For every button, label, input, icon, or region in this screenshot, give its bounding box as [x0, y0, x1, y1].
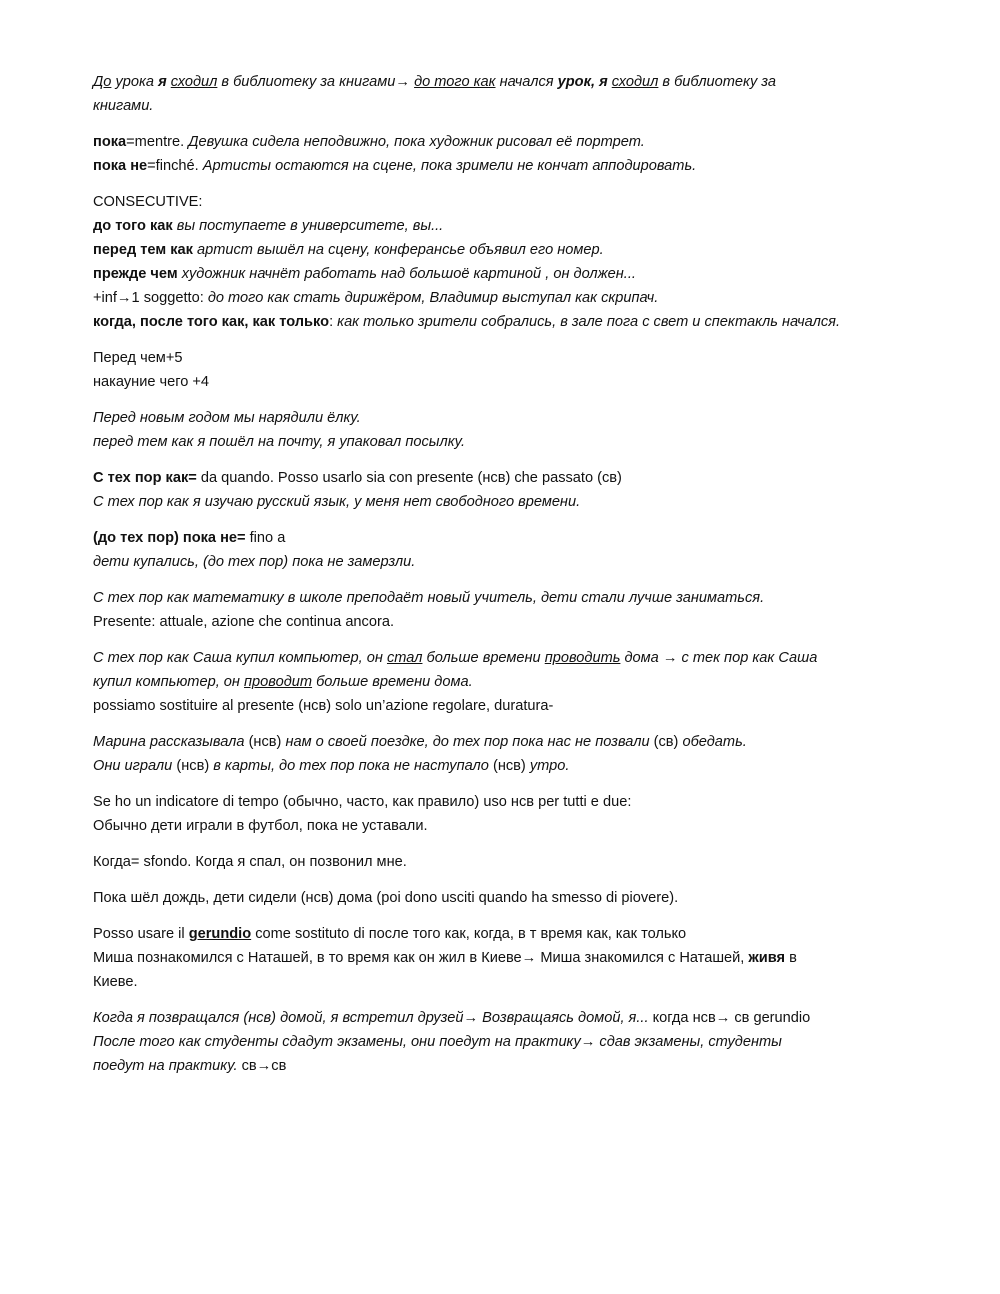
text-run: вы поступаете в университете, вы...: [172, 218, 444, 234]
text-run: как только зрители собрались, в зале пога с свет и спектакль начался.: [337, 314, 840, 330]
text-line: [93, 346, 933, 370]
paragraph-pered-chem: [93, 346, 933, 394]
text-run: Перед чем+5: [93, 350, 183, 366]
text-line: [93, 190, 933, 214]
text-run: da quando. Posso usarlo sia con presente (нсв) che passato (св): [196, 470, 622, 486]
text-line: [93, 238, 933, 262]
text-run: →: [463, 1010, 479, 1026]
paragraph-consecutive: [93, 190, 933, 334]
text-run: сходил: [170, 74, 218, 90]
text-run: Se ho un indicatore di tempo (обычно, часто, как правило) uso нсв per tutti e due:: [93, 794, 632, 810]
text-run: прежде чем: [93, 266, 178, 282]
text-run: :: [329, 314, 338, 330]
text-line: [93, 646, 933, 670]
text-run: дома: [620, 650, 663, 666]
text-run: когда нсв→ св gerundio: [648, 1010, 811, 1026]
paragraph-presente-attuale: [93, 586, 933, 634]
text-line: [93, 814, 933, 838]
text-run: сдав экзамены, студенты: [595, 1034, 782, 1050]
document-page: [93, 70, 933, 1090]
text-line: [93, 526, 933, 550]
text-run: (св): [649, 734, 683, 750]
text-run: с тек пор как Саша: [677, 650, 818, 666]
text-run: Марина рассказывала: [93, 734, 245, 750]
text-run: в библиотеку за книгами: [217, 74, 396, 90]
text-line: [93, 694, 933, 718]
text-run: Presente: attuale, azione che continua ancora.: [93, 614, 394, 630]
text-line: [93, 130, 933, 154]
paragraph-poka-dozhd: [93, 886, 933, 910]
text-run: когда, после того как, как только: [93, 314, 330, 330]
text-run: Обычно дети играли в футбол, пока не уставали.: [93, 818, 428, 834]
text-run: (нсв): [488, 758, 530, 774]
text-run: до того как стать дирижёром, Владимир выступал как скрипач.: [207, 290, 659, 306]
text-run: (до тех пор) пока не=: [93, 530, 246, 546]
text-run: С тех пор как Саша купил компьютер, он: [93, 650, 387, 666]
text-run: Киеве.: [93, 974, 138, 990]
text-line: [93, 970, 933, 994]
text-run: gerundio: [188, 926, 252, 942]
text-run: С тех пор как я изучаю русский язык, у меня нет свободного времени.: [93, 494, 581, 510]
text-run: =finché.: [147, 158, 203, 174]
text-run: стал: [386, 650, 423, 666]
paragraph-s-teh-por: [93, 466, 933, 514]
text-run: книгами.: [93, 98, 154, 114]
text-run: →: [580, 1034, 596, 1050]
text-line: [93, 370, 933, 394]
paragraph-pered-examples: [93, 406, 933, 454]
text-line: [93, 790, 933, 814]
text-run: Когда= sfondo. Когда я спал, он позвонил мне.: [93, 854, 407, 870]
text-run: С тех пор как=: [93, 470, 197, 486]
text-run: урок, я: [557, 74, 608, 90]
text-run: в библиотеку за: [658, 74, 777, 90]
text-run: CONSECUTIVE:: [93, 194, 203, 210]
text-run: обедать.: [682, 734, 747, 750]
text-run: До: [93, 74, 112, 90]
paragraph-do-teh-por: [93, 526, 933, 574]
text-line: [93, 310, 933, 334]
text-run: Артисты остаются на сцене, пока зримели не кончат апподировать.: [202, 158, 697, 174]
text-run: я: [158, 74, 167, 90]
text-run: →: [662, 650, 678, 666]
text-run: possiamo sostituire al presente (нсв) solo un’azione regolare, duratura-: [93, 698, 554, 714]
text-run: до того как: [93, 218, 173, 234]
text-line: [93, 286, 933, 310]
text-run: художник начнёт работать над большоё картиной , он должен...: [177, 266, 636, 282]
paragraph-intro-do: [93, 70, 933, 118]
text-run: Пока шёл дождь, дети сидели (нсв) дома (poi dono usciti quando ha smesso di piovere).: [93, 890, 679, 906]
text-line: [93, 850, 933, 874]
text-run: больше времени дома.: [312, 674, 473, 690]
text-run: св→св: [237, 1058, 287, 1074]
text-run: (нсв): [172, 758, 214, 774]
text-run: накауние чего +4: [93, 374, 210, 390]
text-run: Posso usare il: [93, 926, 189, 942]
text-run: После того как студенты сдадут экзамены, они поедут на практику: [93, 1034, 581, 1050]
text-line: [93, 70, 933, 94]
text-line: [93, 1030, 933, 1054]
text-run: =mentre.: [126, 134, 189, 150]
text-line: [93, 430, 933, 454]
text-line: [93, 730, 933, 754]
text-line: [93, 670, 933, 694]
text-run: Миша познакомился с Наташей, в то время как он жил в Киеве→ Миша знакомился с Наташей,: [93, 950, 749, 966]
text-run: нам о своей поездке, до тех пор пока нас не позвали: [285, 734, 650, 750]
text-run: в карты, до тех пор пока не наступало: [213, 758, 489, 774]
text-run: больше времени: [422, 650, 545, 666]
text-run: сходил: [611, 74, 659, 90]
text-run: до того как: [414, 74, 496, 90]
text-line: [93, 922, 933, 946]
text-run: проводить: [544, 650, 621, 666]
text-run: Когда я позвращался (нсв) домой, я встретил друзей: [93, 1010, 464, 1026]
text-line: [93, 262, 933, 286]
text-run: Они играли: [93, 758, 173, 774]
paragraph-sasha-computer: [93, 646, 933, 718]
text-run: начался: [495, 74, 558, 90]
text-run: проводит: [244, 674, 313, 690]
text-run: Возвращаясь домой, я...: [478, 1010, 649, 1026]
text-run: (нсв): [244, 734, 286, 750]
text-line: [93, 754, 933, 778]
text-line: [93, 586, 933, 610]
text-line: [93, 490, 933, 514]
paragraph-vozvrashchayas: [93, 1006, 933, 1078]
paragraph-poka-mentre: [93, 130, 933, 178]
text-line: [93, 550, 933, 574]
text-line: [93, 214, 933, 238]
paragraph-gerundio: [93, 922, 933, 994]
text-line: [93, 1006, 933, 1030]
text-run: come sostituto di после того как, когда, в т время как, как только: [251, 926, 687, 942]
text-run: +inf→1 soggetto:: [93, 290, 208, 306]
text-run: утро.: [529, 758, 570, 774]
paragraph-indicatore: [93, 790, 933, 838]
paragraph-marina: [93, 730, 933, 778]
paragraph-kogda-sfondo: [93, 850, 933, 874]
text-line: [93, 94, 933, 118]
text-run: пока: [93, 134, 127, 150]
text-run: живя: [748, 950, 786, 966]
text-run: Девушка сидела неподвижно, пока художник рисовал её портрет.: [188, 134, 645, 150]
text-line: [93, 886, 933, 910]
text-line: [93, 1054, 933, 1078]
text-line: [93, 154, 933, 178]
text-run: С тех пор как математику в школе преподаёт новый учитель, дети стали лучше заниматься.: [93, 590, 765, 606]
text-line: [93, 610, 933, 634]
text-run: перед тем как: [93, 242, 193, 258]
text-run: перед тем как я пошёл на почту, я упаковал посылку.: [93, 434, 465, 450]
text-run: урока: [111, 74, 159, 90]
text-line: [93, 406, 933, 430]
text-run: купил компьютер, он: [93, 674, 245, 690]
text-run: пока не: [93, 158, 148, 174]
text-run: артист вышёл на сцену, конферансье объявил его номер.: [192, 242, 604, 258]
text-run: Перед новым годом мы нарядили ёлку.: [93, 410, 361, 426]
text-run: поедут на практику.: [93, 1058, 238, 1074]
text-run: дети купались, (до тех пор) пока не замерзли.: [93, 554, 416, 570]
text-run: в: [785, 950, 797, 966]
text-run: →: [395, 74, 415, 90]
text-run: fino a: [245, 530, 286, 546]
text-line: [93, 466, 933, 490]
text-line: [93, 946, 933, 970]
